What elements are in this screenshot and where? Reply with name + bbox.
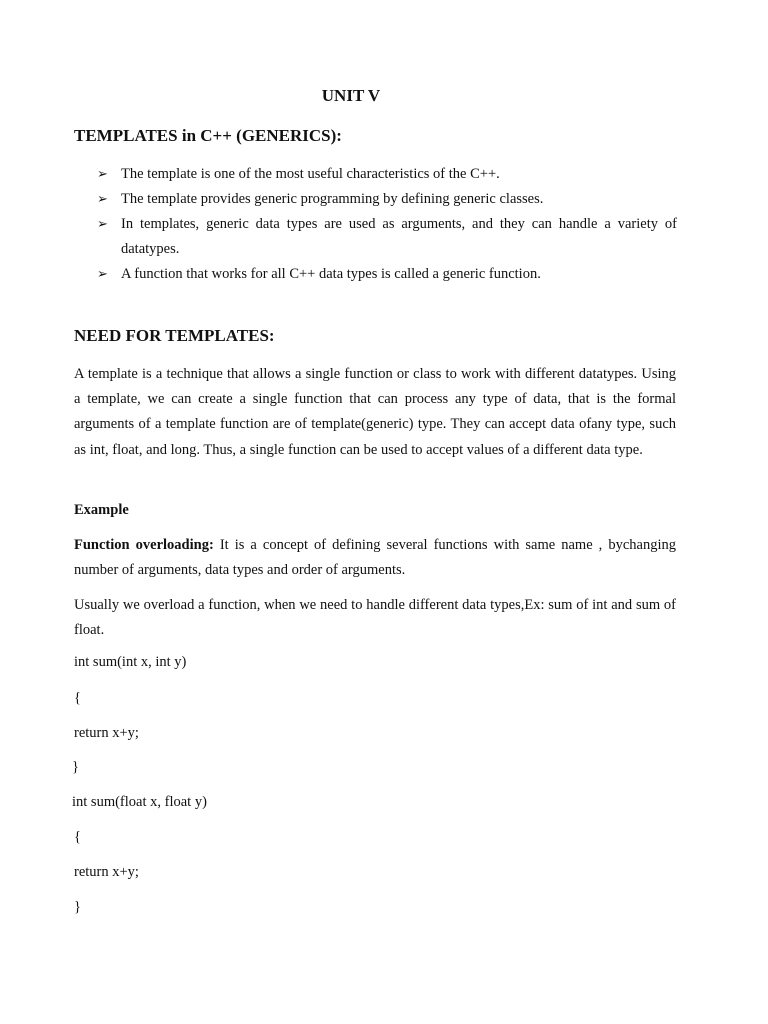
bullet-item (97, 187, 677, 212)
code-line: } (72, 759, 79, 775)
templates-bullet-list (97, 162, 677, 287)
arrow-bullet-icon: ➢ (97, 192, 108, 207)
unit-title: UNIT V (321, 86, 381, 105)
bullet-item (97, 162, 677, 187)
example-label: Example (74, 502, 129, 518)
need-for-templates-heading: NEED FOR TEMPLATES: (74, 326, 275, 345)
arrow-bullet-icon: ➢ (97, 217, 108, 232)
bullet-item (97, 262, 677, 287)
code-line: } (74, 899, 81, 915)
arrow-bullet-icon: ➢ (97, 167, 108, 182)
code-line: { (74, 690, 81, 706)
code-line: return x+y; (74, 725, 139, 741)
templates-heading: TEMPLATES in C++ (GENERICS): (74, 126, 342, 145)
function-overloading-paragraph (74, 533, 676, 583)
arrow-bullet-icon: ➢ (97, 267, 108, 282)
bullet-text: A function that works for all C++ data types is called a generic function. (121, 266, 541, 282)
bullet-text: In templates, generic data types are used as arguments, and they can handle a variety of datatypes. (121, 216, 677, 257)
code-line: { (74, 829, 81, 845)
bullet-text: The template is one of the most useful characteristics of the C++. (121, 166, 500, 182)
code-line: return x+y; (74, 864, 139, 880)
code-line: int sum(float x, float y) (72, 794, 207, 810)
function-overloading-text: It is a concept of defining several functions with same name , bychanging number of arguments, data types and order of arguments. (74, 537, 676, 579)
function-overloading-label: Function overloading: (74, 537, 214, 553)
bullet-item (97, 212, 677, 262)
usage-paragraph: Usually we overload a function, when we need to handle different data types,Ex: sum of int and sum of float. (74, 597, 676, 639)
need-for-templates-paragraph: A template is a technique that allows a single function or class to work with different datatypes. Using a template, we can create a single function that can process any type of data, that is the formal arguments of a template function are of template(generic) type. They can accept data ofany type, such as int, float, and long. Thus, a single function can be used to accept values of a different data type. (74, 366, 676, 458)
bullet-text: The template provides generic programming by defining generic classes. (121, 191, 544, 207)
code-line: int sum(int x, int y) (74, 654, 187, 670)
